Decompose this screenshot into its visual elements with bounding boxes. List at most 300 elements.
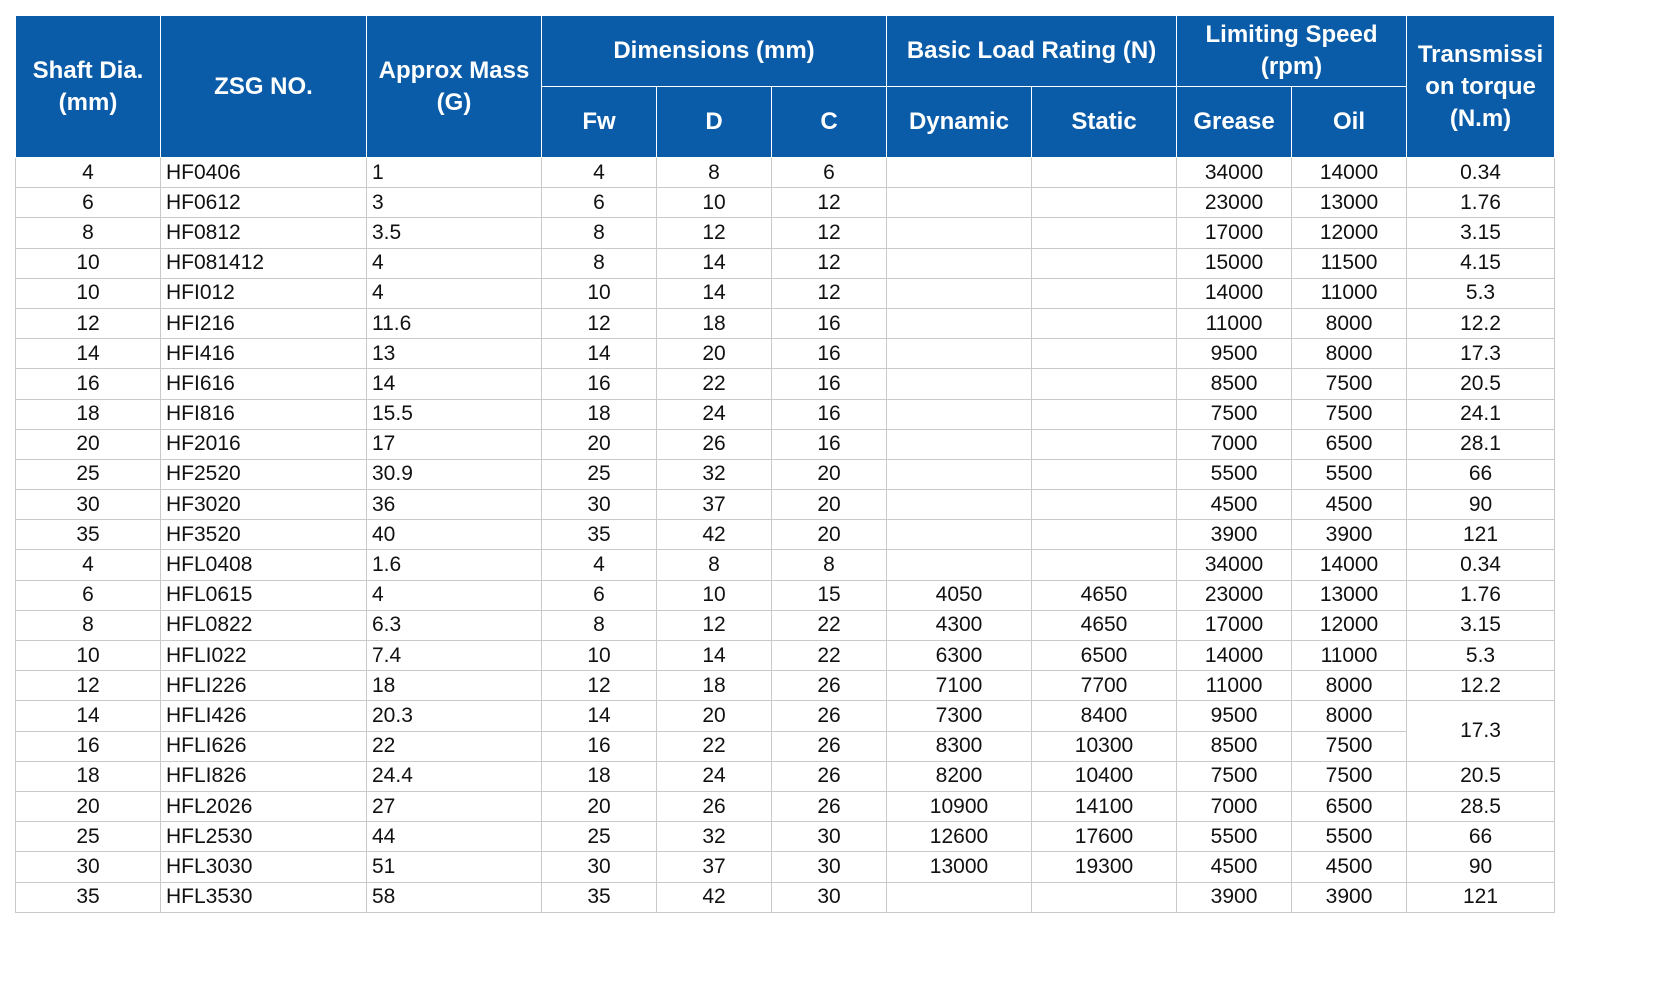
cell-c: 26 xyxy=(772,671,887,701)
table-row xyxy=(16,339,1555,369)
cell-grease: 14000 xyxy=(1177,641,1292,671)
cell-oil: 11000 xyxy=(1292,278,1407,308)
cell-zsg-no: HF0812 xyxy=(161,218,367,248)
cell-approx-mass: 3 xyxy=(367,188,542,218)
cell-static xyxy=(1032,399,1177,429)
cell-torque: 24.1 xyxy=(1407,399,1555,429)
cell-static: 6500 xyxy=(1032,641,1177,671)
cell-grease: 9500 xyxy=(1177,701,1292,731)
cell-dynamic: 12600 xyxy=(887,822,1032,852)
cell-fw: 4 xyxy=(542,158,657,188)
cell-torque: 20.5 xyxy=(1407,369,1555,399)
cell-oil: 12000 xyxy=(1292,610,1407,640)
header-approx-mass: Approx Mass (G) xyxy=(367,16,542,158)
cell-approx-mass: 51 xyxy=(367,852,542,882)
cell-static: 4650 xyxy=(1032,610,1177,640)
cell-dynamic: 10900 xyxy=(887,791,1032,821)
cell-zsg-no: HFL0615 xyxy=(161,580,367,610)
cell-zsg-no: HFL3030 xyxy=(161,852,367,882)
table-row xyxy=(16,701,1555,731)
cell-torque: 4.15 xyxy=(1407,248,1555,278)
table-row xyxy=(16,882,1555,912)
cell-d: 20 xyxy=(657,339,772,369)
table-row xyxy=(16,490,1555,520)
cell-c: 20 xyxy=(772,520,887,550)
cell-static xyxy=(1032,882,1177,912)
cell-static: 4650 xyxy=(1032,580,1177,610)
cell-grease: 3900 xyxy=(1177,882,1292,912)
cell-oil: 3900 xyxy=(1292,520,1407,550)
cell-approx-mass: 20.3 xyxy=(367,701,542,731)
table-row xyxy=(16,550,1555,580)
cell-static xyxy=(1032,550,1177,580)
cell-zsg-no: HFL2026 xyxy=(161,791,367,821)
cell-torque: 3.15 xyxy=(1407,218,1555,248)
table-body xyxy=(16,158,1555,913)
cell-approx-mass: 11.6 xyxy=(367,308,542,338)
cell-zsg-no: HFLI626 xyxy=(161,731,367,761)
table-row xyxy=(16,308,1555,338)
cell-zsg-no: HF0612 xyxy=(161,188,367,218)
cell-torque: 12.2 xyxy=(1407,308,1555,338)
cell-torque: 28.5 xyxy=(1407,791,1555,821)
cell-dynamic xyxy=(887,490,1032,520)
cell-torque: 17.3 xyxy=(1407,339,1555,369)
cell-fw: 18 xyxy=(542,761,657,791)
table-row xyxy=(16,641,1555,671)
cell-shaft-dia: 20 xyxy=(16,791,161,821)
header-zsg-no: ZSG NO. xyxy=(161,16,367,158)
cell-approx-mass: 18 xyxy=(367,671,542,701)
header-c: C xyxy=(772,87,887,158)
cell-fw: 30 xyxy=(542,852,657,882)
cell-dynamic: 7300 xyxy=(887,701,1032,731)
cell-dynamic xyxy=(887,550,1032,580)
cell-oil: 11000 xyxy=(1292,641,1407,671)
cell-shaft-dia: 12 xyxy=(16,308,161,338)
cell-oil: 7500 xyxy=(1292,731,1407,761)
cell-oil: 6500 xyxy=(1292,429,1407,459)
cell-approx-mass: 27 xyxy=(367,791,542,821)
cell-grease: 5500 xyxy=(1177,459,1292,489)
cell-dynamic: 8300 xyxy=(887,731,1032,761)
header-row-top xyxy=(16,16,1555,87)
table-row xyxy=(16,429,1555,459)
cell-c: 12 xyxy=(772,248,887,278)
cell-dynamic xyxy=(887,520,1032,550)
cell-shaft-dia: 25 xyxy=(16,459,161,489)
table-row xyxy=(16,248,1555,278)
cell-fw: 10 xyxy=(542,278,657,308)
cell-zsg-no: HF2520 xyxy=(161,459,367,489)
cell-approx-mass: 3.5 xyxy=(367,218,542,248)
cell-oil: 14000 xyxy=(1292,158,1407,188)
cell-zsg-no: HFLI226 xyxy=(161,671,367,701)
cell-fw: 20 xyxy=(542,429,657,459)
cell-torque: 1.76 xyxy=(1407,188,1555,218)
header-transmission-torque: Transmissi on torque (N.m) xyxy=(1407,16,1555,158)
cell-approx-mass: 17 xyxy=(367,429,542,459)
cell-approx-mass: 40 xyxy=(367,520,542,550)
cell-shaft-dia: 35 xyxy=(16,882,161,912)
cell-static xyxy=(1032,188,1177,218)
cell-c: 20 xyxy=(772,490,887,520)
header-oil: Oil xyxy=(1292,87,1407,158)
cell-c: 12 xyxy=(772,278,887,308)
cell-oil: 4500 xyxy=(1292,852,1407,882)
cell-fw: 12 xyxy=(542,671,657,701)
cell-dynamic: 13000 xyxy=(887,852,1032,882)
cell-grease: 4500 xyxy=(1177,490,1292,520)
cell-oil: 8000 xyxy=(1292,701,1407,731)
cell-grease: 17000 xyxy=(1177,610,1292,640)
cell-zsg-no: HFLI426 xyxy=(161,701,367,731)
cell-fw: 18 xyxy=(542,399,657,429)
cell-oil: 13000 xyxy=(1292,580,1407,610)
cell-zsg-no: HF2016 xyxy=(161,429,367,459)
cell-grease: 8500 xyxy=(1177,369,1292,399)
cell-c: 8 xyxy=(772,550,887,580)
cell-shaft-dia: 4 xyxy=(16,158,161,188)
cell-d: 20 xyxy=(657,701,772,731)
cell-zsg-no: HFL3530 xyxy=(161,882,367,912)
cell-d: 37 xyxy=(657,490,772,520)
cell-c: 22 xyxy=(772,610,887,640)
table-row xyxy=(16,399,1555,429)
cell-grease: 34000 xyxy=(1177,550,1292,580)
cell-zsg-no: HF0406 xyxy=(161,158,367,188)
cell-oil: 8000 xyxy=(1292,308,1407,338)
cell-static xyxy=(1032,429,1177,459)
cell-dynamic xyxy=(887,399,1032,429)
cell-torque: 5.3 xyxy=(1407,641,1555,671)
table-row xyxy=(16,188,1555,218)
cell-static: 7700 xyxy=(1032,671,1177,701)
cell-torque: 0.34 xyxy=(1407,550,1555,580)
table-row xyxy=(16,580,1555,610)
cell-oil: 8000 xyxy=(1292,671,1407,701)
cell-fw: 8 xyxy=(542,218,657,248)
cell-approx-mass: 1 xyxy=(367,158,542,188)
cell-d: 26 xyxy=(657,791,772,821)
cell-shaft-dia: 6 xyxy=(16,188,161,218)
cell-c: 16 xyxy=(772,308,887,338)
cell-static xyxy=(1032,308,1177,338)
cell-approx-mass: 14 xyxy=(367,369,542,399)
cell-approx-mass: 24.4 xyxy=(367,761,542,791)
cell-fw: 4 xyxy=(542,550,657,580)
cell-d: 37 xyxy=(657,852,772,882)
cell-grease: 23000 xyxy=(1177,580,1292,610)
cell-d: 22 xyxy=(657,731,772,761)
cell-shaft-dia: 18 xyxy=(16,399,161,429)
cell-shaft-dia: 8 xyxy=(16,218,161,248)
cell-torque: 1.76 xyxy=(1407,580,1555,610)
cell-c: 16 xyxy=(772,429,887,459)
table-row xyxy=(16,822,1555,852)
cell-approx-mass: 44 xyxy=(367,822,542,852)
cell-approx-mass: 13 xyxy=(367,339,542,369)
cell-oil: 8000 xyxy=(1292,339,1407,369)
cell-fw: 6 xyxy=(542,188,657,218)
cell-d: 12 xyxy=(657,610,772,640)
table-row xyxy=(16,731,1555,761)
cell-torque: 20.5 xyxy=(1407,761,1555,791)
cell-dynamic: 8200 xyxy=(887,761,1032,791)
cell-c: 20 xyxy=(772,459,887,489)
cell-d: 10 xyxy=(657,188,772,218)
cell-zsg-no: HFI616 xyxy=(161,369,367,399)
cell-c: 16 xyxy=(772,339,887,369)
cell-zsg-no: HFL0822 xyxy=(161,610,367,640)
cell-dynamic xyxy=(887,369,1032,399)
cell-zsg-no: HF3020 xyxy=(161,490,367,520)
cell-zsg-no: HFL0408 xyxy=(161,550,367,580)
header-limiting-speed: Limiting Speed (rpm) xyxy=(1177,16,1407,87)
cell-approx-mass: 6.3 xyxy=(367,610,542,640)
cell-shaft-dia: 6 xyxy=(16,580,161,610)
cell-fw: 12 xyxy=(542,308,657,338)
cell-torque: 90 xyxy=(1407,852,1555,882)
cell-c: 30 xyxy=(772,822,887,852)
cell-c: 16 xyxy=(772,399,887,429)
cell-static xyxy=(1032,369,1177,399)
cell-fw: 8 xyxy=(542,610,657,640)
cell-torque: 17.3 xyxy=(1407,701,1555,761)
cell-shaft-dia: 30 xyxy=(16,490,161,520)
cell-static: 17600 xyxy=(1032,822,1177,852)
cell-fw: 16 xyxy=(542,731,657,761)
cell-d: 8 xyxy=(657,158,772,188)
cell-grease: 11000 xyxy=(1177,308,1292,338)
header-fw: Fw xyxy=(542,87,657,158)
cell-fw: 25 xyxy=(542,459,657,489)
cell-fw: 14 xyxy=(542,339,657,369)
table-row xyxy=(16,610,1555,640)
cell-zsg-no: HFI816 xyxy=(161,399,367,429)
cell-static xyxy=(1032,459,1177,489)
cell-fw: 20 xyxy=(542,791,657,821)
cell-d: 8 xyxy=(657,550,772,580)
cell-dynamic: 4050 xyxy=(887,580,1032,610)
cell-grease: 4500 xyxy=(1177,852,1292,882)
cell-dynamic: 7100 xyxy=(887,671,1032,701)
table-row xyxy=(16,671,1555,701)
cell-shaft-dia: 16 xyxy=(16,369,161,399)
cell-c: 22 xyxy=(772,641,887,671)
header-grease: Grease xyxy=(1177,87,1292,158)
cell-grease: 14000 xyxy=(1177,278,1292,308)
cell-static: 10300 xyxy=(1032,731,1177,761)
cell-zsg-no: HFI416 xyxy=(161,339,367,369)
cell-fw: 10 xyxy=(542,641,657,671)
cell-zsg-no: HF3520 xyxy=(161,520,367,550)
cell-dynamic: 6300 xyxy=(887,641,1032,671)
cell-c: 30 xyxy=(772,882,887,912)
cell-approx-mass: 30.9 xyxy=(367,459,542,489)
cell-d: 18 xyxy=(657,671,772,701)
cell-d: 18 xyxy=(657,308,772,338)
cell-torque: 12.2 xyxy=(1407,671,1555,701)
cell-d: 32 xyxy=(657,459,772,489)
cell-zsg-no: HFLI826 xyxy=(161,761,367,791)
cell-grease: 8500 xyxy=(1177,731,1292,761)
cell-c: 26 xyxy=(772,791,887,821)
cell-d: 24 xyxy=(657,399,772,429)
table-row xyxy=(16,459,1555,489)
header-d: D xyxy=(657,87,772,158)
cell-d: 22 xyxy=(657,369,772,399)
cell-shaft-dia: 30 xyxy=(16,852,161,882)
cell-oil: 3900 xyxy=(1292,882,1407,912)
cell-static: 8400 xyxy=(1032,701,1177,731)
cell-dynamic xyxy=(887,882,1032,912)
cell-grease: 17000 xyxy=(1177,218,1292,248)
cell-static xyxy=(1032,490,1177,520)
cell-d: 14 xyxy=(657,248,772,278)
cell-fw: 14 xyxy=(542,701,657,731)
table-row xyxy=(16,520,1555,550)
cell-d: 14 xyxy=(657,278,772,308)
cell-static xyxy=(1032,218,1177,248)
cell-approx-mass: 15.5 xyxy=(367,399,542,429)
cell-fw: 35 xyxy=(542,520,657,550)
cell-shaft-dia: 14 xyxy=(16,339,161,369)
cell-d: 10 xyxy=(657,580,772,610)
cell-torque: 0.34 xyxy=(1407,158,1555,188)
cell-dynamic xyxy=(887,339,1032,369)
cell-zsg-no: HFI216 xyxy=(161,308,367,338)
table-row xyxy=(16,369,1555,399)
cell-shaft-dia: 12 xyxy=(16,671,161,701)
cell-oil: 6500 xyxy=(1292,791,1407,821)
cell-dynamic xyxy=(887,188,1032,218)
cell-fw: 35 xyxy=(542,882,657,912)
cell-shaft-dia: 10 xyxy=(16,641,161,671)
header-static: Static xyxy=(1032,87,1177,158)
cell-c: 12 xyxy=(772,218,887,248)
cell-torque: 90 xyxy=(1407,490,1555,520)
cell-dynamic xyxy=(887,308,1032,338)
header-dimensions: Dimensions (mm) xyxy=(542,16,887,87)
table-row xyxy=(16,791,1555,821)
cell-oil: 5500 xyxy=(1292,459,1407,489)
cell-static xyxy=(1032,278,1177,308)
cell-shaft-dia: 10 xyxy=(16,248,161,278)
cell-grease: 7500 xyxy=(1177,761,1292,791)
cell-dynamic xyxy=(887,459,1032,489)
cell-c: 15 xyxy=(772,580,887,610)
cell-oil: 7500 xyxy=(1292,369,1407,399)
cell-static xyxy=(1032,520,1177,550)
cell-oil: 11500 xyxy=(1292,248,1407,278)
cell-dynamic: 4300 xyxy=(887,610,1032,640)
cell-torque: 28.1 xyxy=(1407,429,1555,459)
cell-grease: 7000 xyxy=(1177,791,1292,821)
cell-shaft-dia: 16 xyxy=(16,731,161,761)
cell-zsg-no: HFI012 xyxy=(161,278,367,308)
cell-d: 42 xyxy=(657,882,772,912)
table-header xyxy=(16,16,1555,158)
cell-shaft-dia: 25 xyxy=(16,822,161,852)
cell-torque: 5.3 xyxy=(1407,278,1555,308)
cell-static xyxy=(1032,339,1177,369)
cell-approx-mass: 7.4 xyxy=(367,641,542,671)
cell-c: 26 xyxy=(772,731,887,761)
cell-oil: 12000 xyxy=(1292,218,1407,248)
cell-dynamic xyxy=(887,158,1032,188)
cell-c: 30 xyxy=(772,852,887,882)
cell-fw: 6 xyxy=(542,580,657,610)
cell-grease: 23000 xyxy=(1177,188,1292,218)
cell-approx-mass: 4 xyxy=(367,580,542,610)
cell-approx-mass: 22 xyxy=(367,731,542,761)
cell-grease: 9500 xyxy=(1177,339,1292,369)
cell-c: 6 xyxy=(772,158,887,188)
cell-shaft-dia: 8 xyxy=(16,610,161,640)
header-basic-load-rating: Basic Load Rating (N) xyxy=(887,16,1177,87)
cell-oil: 5500 xyxy=(1292,822,1407,852)
cell-grease: 7500 xyxy=(1177,399,1292,429)
cell-grease: 34000 xyxy=(1177,158,1292,188)
header-dynamic: Dynamic xyxy=(887,87,1032,158)
cell-shaft-dia: 4 xyxy=(16,550,161,580)
cell-dynamic xyxy=(887,278,1032,308)
cell-oil: 7500 xyxy=(1292,761,1407,791)
table-row xyxy=(16,158,1555,188)
cell-d: 32 xyxy=(657,822,772,852)
cell-torque: 3.15 xyxy=(1407,610,1555,640)
cell-dynamic xyxy=(887,218,1032,248)
cell-c: 26 xyxy=(772,761,887,791)
cell-c: 12 xyxy=(772,188,887,218)
table-row xyxy=(16,218,1555,248)
cell-approx-mass: 4 xyxy=(367,248,542,278)
cell-torque: 66 xyxy=(1407,459,1555,489)
cell-oil: 14000 xyxy=(1292,550,1407,580)
cell-fw: 16 xyxy=(542,369,657,399)
cell-zsg-no: HFL2530 xyxy=(161,822,367,852)
bearing-spec-table xyxy=(15,15,1555,913)
cell-shaft-dia: 10 xyxy=(16,278,161,308)
cell-zsg-no: HFLI022 xyxy=(161,641,367,671)
cell-d: 42 xyxy=(657,520,772,550)
cell-d: 12 xyxy=(657,218,772,248)
cell-grease: 3900 xyxy=(1177,520,1292,550)
cell-c: 26 xyxy=(772,701,887,731)
cell-grease: 11000 xyxy=(1177,671,1292,701)
cell-shaft-dia: 14 xyxy=(16,701,161,731)
cell-shaft-dia: 35 xyxy=(16,520,161,550)
cell-approx-mass: 36 xyxy=(367,490,542,520)
cell-static: 19300 xyxy=(1032,852,1177,882)
cell-fw: 30 xyxy=(542,490,657,520)
cell-fw: 8 xyxy=(542,248,657,278)
cell-grease: 7000 xyxy=(1177,429,1292,459)
cell-fw: 25 xyxy=(542,822,657,852)
cell-approx-mass: 4 xyxy=(367,278,542,308)
header-shaft-dia: Shaft Dia. (mm) xyxy=(16,16,161,158)
cell-shaft-dia: 18 xyxy=(16,761,161,791)
table-row xyxy=(16,761,1555,791)
cell-torque: 66 xyxy=(1407,822,1555,852)
cell-oil: 7500 xyxy=(1292,399,1407,429)
cell-approx-mass: 1.6 xyxy=(367,550,542,580)
cell-dynamic xyxy=(887,429,1032,459)
cell-torque: 121 xyxy=(1407,520,1555,550)
table-row xyxy=(16,852,1555,882)
cell-d: 14 xyxy=(657,641,772,671)
